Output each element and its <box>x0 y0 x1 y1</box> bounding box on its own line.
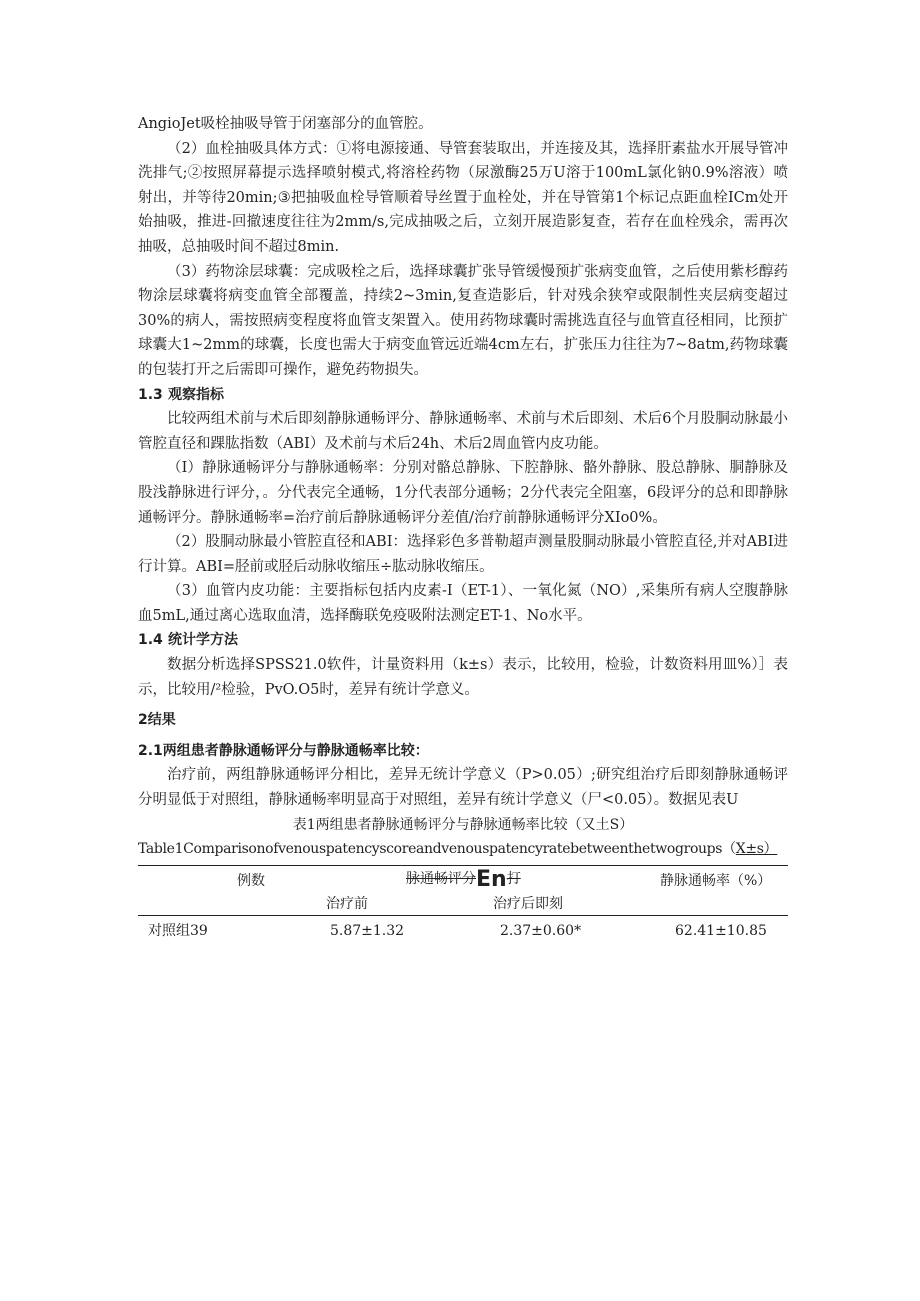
col-header-rate: 静脉通畅率（%） <box>660 872 772 889</box>
row-rate: 62.41±10.85 <box>675 922 767 939</box>
caption-en-text: Table1Comparisonofvenouspatencyscoreandvenouspatencyratebetweenthetwogroups（ <box>138 840 736 857</box>
subheader-before: 治疗前 <box>326 895 368 912</box>
col-header-cases: 例数 <box>237 872 265 889</box>
paragraph-venous-score: （I）静脉通畅评分与静脉通畅率：分别对骼总静脉、下腔静脉、骼外静脉、股总静脉、胴静脉及股浅静脉进行评分，。分代表完全通畅，1分代表部分通畅；2分代表完全阻塞，6段评分的总和即静脉通畅评分。静脉通畅率=治疗前后静脉通畅评分差值/治疗前静脉通畅评分XIo0%。 <box>138 460 788 526</box>
section-heading-1-3 <box>138 383 788 408</box>
section-heading-2-1: 2.1两组患者静脉通畅评分与静脉通畅率比较： <box>138 742 429 759</box>
paragraph-drug-coated-balloon: （3）药物涂层球囊：完成吸栓之后，选择球囊扩张导管缓慢预扩张病变血管，之后使用紫杉醇药物涂层球囊将病变血管全部覆盖，持续2~3min,复查造影后，针对残余狭窄或限制性夹层病变超过30%的病人，需按照病变程度将血管支架置入。使用药物球囊时需挑选直径与血管直径相同，比预扩球囊大1~2mm的球囊，长度也需大于病变血管远近端4cm左右，扩张压力往往为7~8atm,药物球囊的包装打开之后需即可操作，避免药物损失。 <box>138 263 788 378</box>
score-header-text: 脉通畅评分 <box>406 870 476 887</box>
row-after: 2.37±0.60* <box>500 922 582 939</box>
col-header-score <box>406 866 521 892</box>
paragraph-thrombus-aspiration: （2）血栓抽吸具体方式：①将电源接通、导管套装取出，并连接及其，选择肝素盐水开展导管冲洗排气;②按照屏幕提示选择喷射模式,将溶栓药物（尿激酶25万U溶于100mL氯化钠0.9%溶液）喷射出，并等待20min;③把抽吸血栓导管顺着导丝置于血栓处，并在导管第1个标记点距血栓ICm处开始抽吸，推进-回撤速度往往为2mm∕s,完成抽吸之后，立刻开展造影复查，若存在血栓残余，需再次抽吸，总抽吸时间不超过8min. <box>138 140 788 255</box>
section-number: 1.4 <box>138 632 163 649</box>
row-before: 5.87±1.32 <box>330 922 405 939</box>
paragraph-statistics: 数据分析选择SPSS21.0软件，计量资料用（k±s）表示，比较用，检验，计数资料用皿%）］表示，比较用/²检验，PvO.O5时，差异有统计学意义。 <box>138 657 788 698</box>
caption-en-underlined: X±s） <box>735 840 778 857</box>
section-title: 统计学方法 <box>168 632 238 649</box>
score-header-suffix: 打 <box>506 870 521 887</box>
paragraph-observation: 比较两组术前与术后即刻静脉通畅评分、静脉通畅率、术前与术后即刻、术后6个月股胴动脉最小管腔直径和踝肱指数（ABI）及术前与术后24h、术后2周血管内皮功能。 <box>138 411 788 452</box>
paragraph-abi: （2）股胴动脉最小管腔直径和ABI：选择彩色多普勒超声测量股胴动脉最小管腔直径,并对ABI进行计算。ABI=胫前或胫后动脉收缩压÷肱动脉收缩压。 <box>138 534 788 575</box>
subheader-after: 治疗后即刻 <box>493 895 563 912</box>
table-header-rule <box>138 915 788 916</box>
results-table <box>138 861 788 951</box>
document-page <box>138 112 788 951</box>
paragraph-results: 治疗前，两组静脉通畅评分相比，差异无统计学意义（P>0.05）;研究组治疗后即刻静脉通畅评分明显低于对照组，静脉通畅率明显高于对照组，差异有统计学意义（尸<0.05）。数据见表U <box>138 767 788 809</box>
row-group: 对照组39 <box>148 922 208 939</box>
section-title: 观察指标 <box>168 386 224 403</box>
paragraph-continuation: AngioJet吸栓抽吸导管于闭塞部分的血管腔。 <box>138 116 433 132</box>
section-heading-1-4 <box>138 628 788 653</box>
table-caption-cn: 表1两组患者静脉通畅评分与静脉通畅率比较（又土S） <box>292 816 634 833</box>
table-caption-en <box>138 837 788 861</box>
section-number: 1.3 <box>138 386 163 403</box>
table-top-rule <box>138 865 788 866</box>
score-header-artifact: En <box>476 866 507 892</box>
section-heading-2: 2结果 <box>138 712 176 729</box>
paragraph-endothelial: （3）血管内皮功能：主要指标包括内皮素-I（ET-1）、一氧化氮（NO）,采集所有病人空腹静脉血5mL,通过离心选取血清，选择酶联免疫吸附法测定ET-1、No水平。 <box>138 583 788 624</box>
